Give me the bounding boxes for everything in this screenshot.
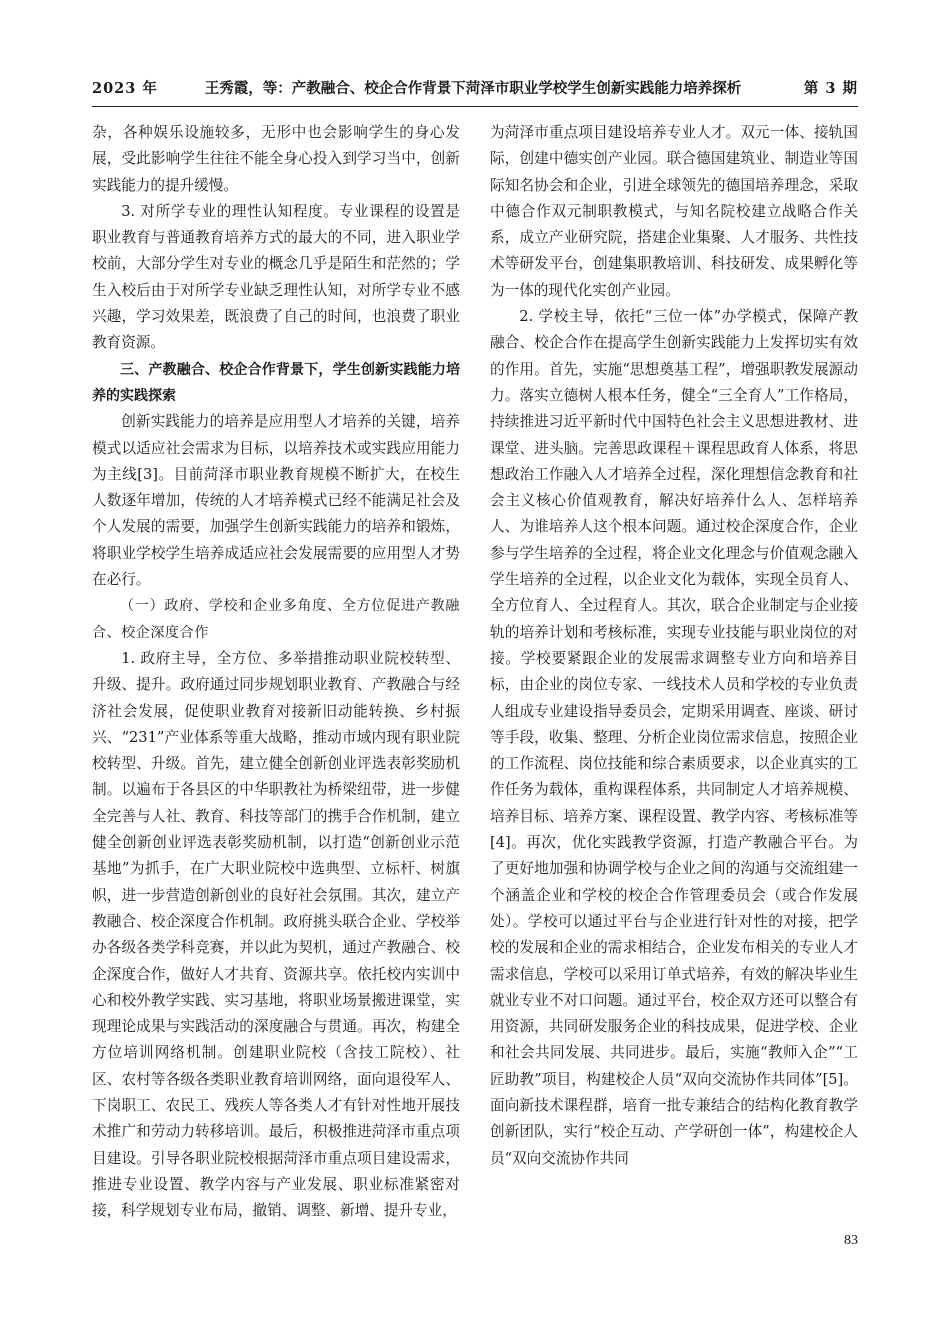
subsection-heading: （一）政府、学校和企业多角度、全方位促进产教融合、校企深度合作: [92, 598, 460, 641]
header-year: 2023 年: [92, 80, 158, 97]
paragraph: 2. 学校主导，依托“三位一体”办学模式，保障产教融合、校企合作在提高学生创新实践能力上发挥切实有效的作用。首先，实施“思想奠基工程”，增强职教发展源动力。落实立德树人根本任务，健全“三全育人”工作格局，持续推进习近平新时代中国特色社会主义思想进教材、进课堂、进头脑。完善思政课程＋课程思政育人体系，将思想政治工作融入人才培养全过程，深化理想信念教育和社会主义核心价值观教育，解决好培养什么人、怎样培养人、为谁培养人这个根本问题。通过校企深度合作，企业参与学生培养的全过程，将企业文化理念与价值观念融入学生培养的全过程，以企业文化为载体，实现全员育人、全方位育人、全过程育人。其次，联合企业制定与企业接轨的培养计划和考核标准，实现专业技能与职业岗位的对接。学校要紧跟企业的发展需求调整专业方向和培养目标，由企业的岗位专家、一线技术人员和学校的专业负责人组成专业建设指导委员会，定期采用调查、座谈、研讨等手段，收集、整理、分析企业岗位需求信息，按照企业的工作流程、岗位技能和综合素质要求，以企业真实的工作任务为载体，重构课程体系，共同制定人才培养规模、培养目标、培养方案、课程设置、教学内容、考核标准等[4]。再次，优化实践教学资源，打造产教融合平台。为了更好地加强和协调学校与企业之间的沟通与交流组建一个涵盖企业和学校的校企合作管理委员会（或合作发展处）。学校可以通过平台与企业进行针对性的对接，把学校的发展和企业的需求相结合，企业发布相关的专业人才需求信息，学校可以采用订单式培养，有效的解决毕业生就业专业不对口问题。通过平台，校企双方还可以整合有用资源，共同研发服务企业的科技成果，促进学校、企业和社会共同发展、共同进步。最后，实施“教师入企”“工匠助教”项目，构建校企人员“双向交流协作共同体”[5]。面向新技术课程群，培育一批专兼结合的结构化教育教学创新团队，实行“校企互动、产学研创一体”，构建校企人员“双向交流协作共同: [490, 308, 858, 1167]
page-number: 83: [844, 1233, 858, 1248]
paragraph: 3. 对所学专业的理性认知程度。专业课程的设置是职业教育与普通教育培养方式的最大的不同，进入职业学校前，大部分学生对专业的概念几乎是陌生和茫然的；学生入校后由于对所学专业缺乏理性认知，对所学专业不感兴趣，学习效果差，既浪费了自己的时间，也浪费了职业教育资源。: [92, 202, 460, 352]
paragraph-continued: 杂，各种娱乐设施较多，无形中也会影响学生的身心发展，受此影响学生往往不能全身心投入到学习当中，创新实践能力的提升缓慢。: [92, 124, 460, 194]
right-column: [490, 120, 858, 1230]
running-header: [92, 74, 858, 104]
paragraph: 创新实践能力的培养是应用型人才培养的关键，培养模式以适应社会需求为目标，以培养技术或实践应用能力为主线[3]。目前菏泽市职业教育规模不断扩大，在校生人数逐年增加，传统的人才培养模式已经不能满足社会及个人发展的需要，加强学生创新实践能力的培养和锻炼，将职业学校学生培养成适应社会发展需要的应用型人才势在必行。: [92, 413, 460, 589]
header-rule: [92, 106, 858, 107]
paragraph: 1. 政府主导，全方位、多举措推动职业院校转型、升级、提升。政府通过同步规划职业教育、产教融合与经济社会发展，促使职业教育对接新旧动能转换、乡村振兴、“231”产业体系等重大战略，推动市域内现有职业院校转型、升级。首先，建立健全创新创业评选表彰奖励机制。以遍布于各县区的中华职教社为桥梁纽带，进一步健全完善与人社、教育、科技等部门的携手合作机制，建立健全创新创业评选表彰奖励机制，以打造“创新创业示范基地”为抓手，在广大职业院校中选典型、立标杆、树旗帜，进一步营造创新创业的良好社会氛围。其次，建立产教融合、校企深度合作机制。政府挑头联合企业、学校举办各级各类学科竞赛，并以此为契机，通过产教融合、校企深度合作，做好人才共育、资源共享。依托校内实训中心和校外教学实践、实习基地，将职业场景搬进课堂，实现理论成果与实践活动的深度融合与贯通。再次，构建全方位培训网络机制。创建职业院校（含技工院校）、社区、农村等各级各类职业教育培训网络，面向退役军人、下岗职工、农民工、残疾人等各类人才有针对性地开展技术推广和劳动力转移培训。最后，积极推进菏泽市重点项目建设。引导各职业院校根据菏泽市重点项目建设需求，推进专业设置、教学内容与产业发展、职业标准紧密对接，科学规划专业布局，撤销、调整、新增、提升专业，: [92, 649, 460, 1220]
section-heading: 三、产教融合、校企合作背景下，学生创新实践能力培养的实践探索: [92, 361, 460, 404]
paragraph-continued: 为菏泽市重点项目建设培养专业人才。双元一体、接轨国际，创建中德实创产业园。联合德国建筑业、制造业等国际知名协会和企业，引进全球领先的德国培养理念，采取中德合作双元制职教模式，与知名院校建立战略合作关系，成立产业研究院，搭建企业集聚、人才服务、共性技术等研发平台，创建集职教培训、科技研发、成果孵化等为一体的现代化实创产业园。: [490, 124, 858, 299]
header-issue: 第 3 期: [803, 80, 858, 97]
header-title: 王秀霞，等：产教融合、校企合作背景下菏泽市职业学校学生创新实践能力培养探析: [204, 80, 742, 97]
left-column: [92, 120, 460, 1230]
